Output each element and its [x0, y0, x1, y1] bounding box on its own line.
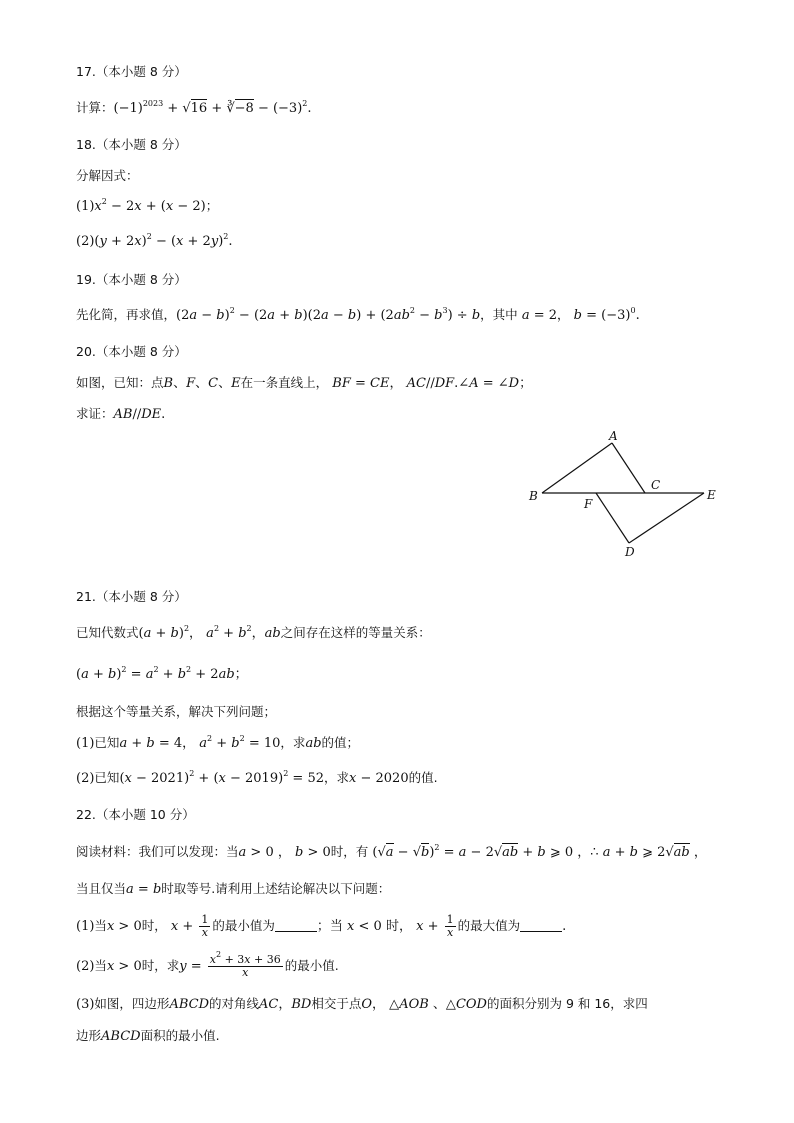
answer-blank-min[interactable]	[275, 919, 317, 932]
q19-header: 19.（本小题 8 分）	[76, 272, 187, 287]
segment-fd	[596, 493, 629, 543]
q20-prove-label: 求证：	[76, 406, 114, 421]
q21-p1-c: 的值；	[321, 735, 360, 750]
q21-p2-a: 已知	[94, 770, 120, 785]
q20-prove: 求证：AB//DE.	[76, 406, 166, 422]
q20-figure	[522, 424, 732, 564]
q18-part1-tail: ；	[205, 198, 219, 213]
q21-intro-a: 已知代数式	[76, 625, 139, 640]
q22-p2-when: 当	[94, 958, 107, 973]
q19-sep: ，	[557, 307, 570, 322]
q20-header: 20.（本小题 8 分）	[76, 344, 187, 359]
q21-header: 21.（本小题 8 分）	[76, 589, 187, 604]
q21-identity: $(a + b)^2 = a^2 + b^2 + 2ab$；	[76, 665, 248, 682]
q21-p1-b: ，求	[280, 735, 306, 750]
q22-p2-b: 时，求	[141, 958, 180, 973]
point-e-label: E	[707, 488, 716, 502]
q18-part1: $(1)x^2 - 2x + (x - 2)$；	[76, 197, 219, 214]
q22-condition-a: 当且仅当	[76, 881, 127, 896]
q22-part1: (1)当x > 0时， x + $\frac{1}{x}$ 的最小值为 ；当 x < 0 时， x + $\frac{1}{x}$ 的最大值为 .	[76, 913, 567, 939]
q22-p3-b: 的对角线	[209, 996, 260, 1011]
segment-de	[629, 493, 704, 543]
q21-part2: (2)已知$(x - 2021)^2 + (x - 2019)^2 = 52$，求x − 2020的值.	[76, 769, 438, 786]
q22-reading-b: 时，有	[330, 844, 369, 859]
q22-condition-b: 时取等号.请利用上述结论解决以下问题：	[161, 881, 391, 896]
q22-part3-line2: 边形ABCD面积的最小值.	[76, 1028, 220, 1044]
q21-intro: 已知代数式$(a + b)^2$， $a^2 + b^2$，ab之间存在这样的等量关系：	[76, 624, 431, 641]
q22-p1-when: 当	[94, 918, 107, 933]
q19-intro: 先化简，再求值，	[76, 307, 177, 322]
q21-solve-intro: 根据这个等量关系，解决下列问题；	[76, 704, 277, 719]
q17-expression: 计算：$(-1)^{2023} + √16$ + ∛−8 − $(-3)^2$.	[76, 99, 312, 116]
q20-given-mid: 在一条直线上，	[240, 375, 329, 390]
point-d-label: D	[625, 545, 635, 559]
q18-header: 18.（本小题 8 分）	[76, 137, 187, 152]
segment-ac	[612, 443, 645, 493]
q21-part1: (1)已知a + b = 4， $a^2 + b^2 = 10$，求ab的值；	[76, 734, 360, 751]
point-f-label: F	[584, 497, 593, 511]
q22-p3-f: 面积的最小值.	[140, 1028, 220, 1043]
q20-given-prefix: 如图，已知：点	[76, 375, 164, 390]
q20-given: 如图，已知：点B、F、C、E在一条直线上， BF = CE， AC//DF.∠A = ∠D；	[76, 375, 533, 391]
q21-p1-a: 已知	[94, 735, 120, 750]
q22-p2-c: 的最小值.	[284, 958, 339, 973]
q21-p2-b: ，求	[323, 770, 349, 785]
q19-problem: 先化简，再求值，$(2a - b)^2 - (2a + b)(2a - b) + (2ab^2 - b^3) \div b$，其中 a = 2， $b = (-3)^0$.	[76, 306, 640, 323]
point-a-label: A	[609, 429, 618, 443]
q22-p1-when2: 时，	[141, 918, 167, 933]
q21-p2-c: 的值.	[408, 770, 438, 785]
q22-p1-min: 的最小值为	[212, 918, 275, 933]
segment-ab	[542, 443, 612, 493]
q22-condition: 当且仅当a = b时取等号.请利用上述结论解决以下问题：	[76, 881, 391, 897]
answer-blank-max[interactable]	[520, 919, 562, 932]
q22-p3-e: 边形	[76, 1028, 102, 1043]
q17-label: 计算：	[76, 100, 114, 115]
q22-part3-line1: (3)如图，四边形ABCD的对角线AC，BD相交于点O， △AOB 、△COD的面积分别为 9 和 16，求四	[76, 996, 648, 1012]
q18-instruction: 分解因式：	[76, 168, 139, 183]
point-c-label: C	[651, 478, 661, 492]
q22-p3-c: 相交于点	[311, 996, 362, 1011]
q17-header: 17.（本小题 8 分）	[76, 64, 187, 79]
q19-where: ，其中	[480, 307, 518, 322]
q21-intro-b: 之间存在这样的等量关系：	[280, 625, 431, 640]
point-b-label: B	[529, 489, 538, 503]
q22-reading: 阅读材料：我们可以发现：当a > 0 ， b > 0时，有 $(√a - √b)^2 = a - 2√ab + b$ ⩾ 0 ，∴ a + b ⩾ 2√ab ，	[76, 843, 707, 860]
q22-reading-a: 阅读材料：我们可以发现：当	[76, 844, 239, 859]
q18-part2: $(2)(y + 2x)^2 - (x + 2y)^2$.	[76, 232, 233, 249]
q22-p3-d: 的面积分别为 9 和 16，求四	[486, 996, 648, 1011]
q22-p1-max: 的最大值为	[457, 918, 521, 933]
q22-p3-a: 如图，四边形	[94, 996, 170, 1011]
q22-header: 22.（本小题 10 分）	[76, 807, 195, 822]
q22-part2: (2)当x > 0时，求y = $\frac{x^2 + 3x + 36}{x}$ 的最小值.	[76, 950, 339, 979]
